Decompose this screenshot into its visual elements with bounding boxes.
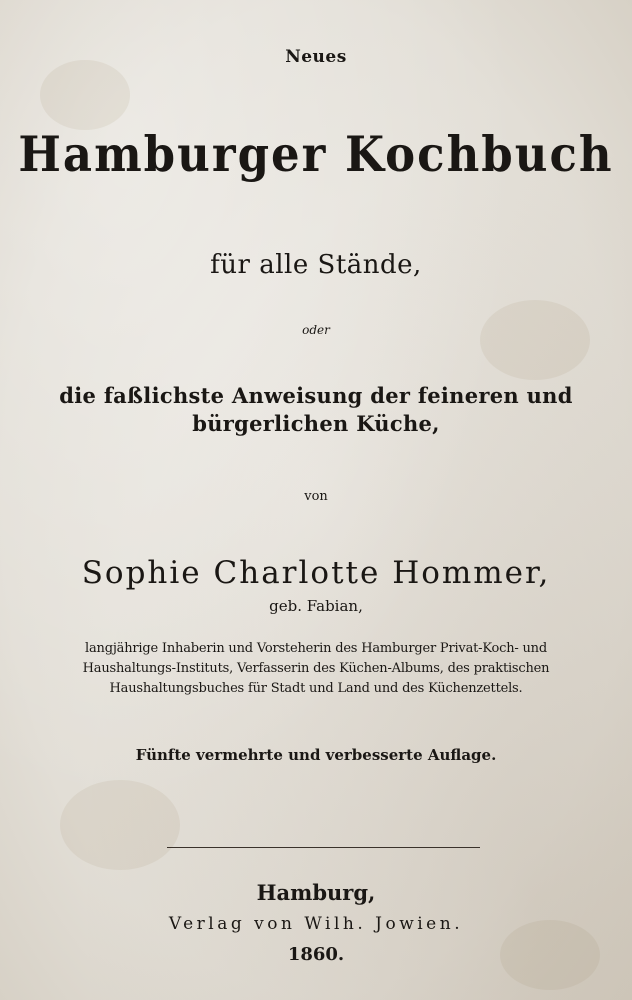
subtitle: für alle Stände, [210, 250, 422, 280]
by-line: von [304, 489, 328, 504]
author-bio-line-1: langjährige Inhaberin und Vorsteherin des Hamburger Privat-Koch- und [85, 641, 547, 656]
divider-rule [167, 847, 480, 848]
pre-title: Neues [285, 47, 347, 67]
paper-stain [480, 300, 590, 380]
publication-year: 1860. [287, 944, 345, 965]
author-nee: geb. Fabian, [269, 597, 363, 615]
author-bio-line-2: Haushaltungs-Instituts, Verfasserin des Küchen-Albums, des praktischen [82, 661, 550, 676]
paper-stain [60, 780, 180, 870]
alt-title-line-1: die faßlichste Anweisung der feineren und [59, 383, 573, 408]
book-title: Hamburger Kochbuch [18, 125, 614, 184]
alt-title-line-2: bürgerlichen Küche, [192, 411, 440, 436]
publisher: Verlag von Wilh. Jowien. [168, 914, 464, 934]
author-name: Sophie Charlotte Hommer, [81, 555, 551, 591]
conjunction: oder [302, 323, 330, 337]
paper-stain [40, 60, 130, 130]
publication-place: Hamburg, [256, 880, 376, 905]
author-bio-line-3: Haushaltungsbuches für Stadt und Land und des Küchenzettels. [109, 681, 523, 696]
edition-statement: Fünfte vermehrte und verbesserte Auflage. [135, 746, 497, 764]
